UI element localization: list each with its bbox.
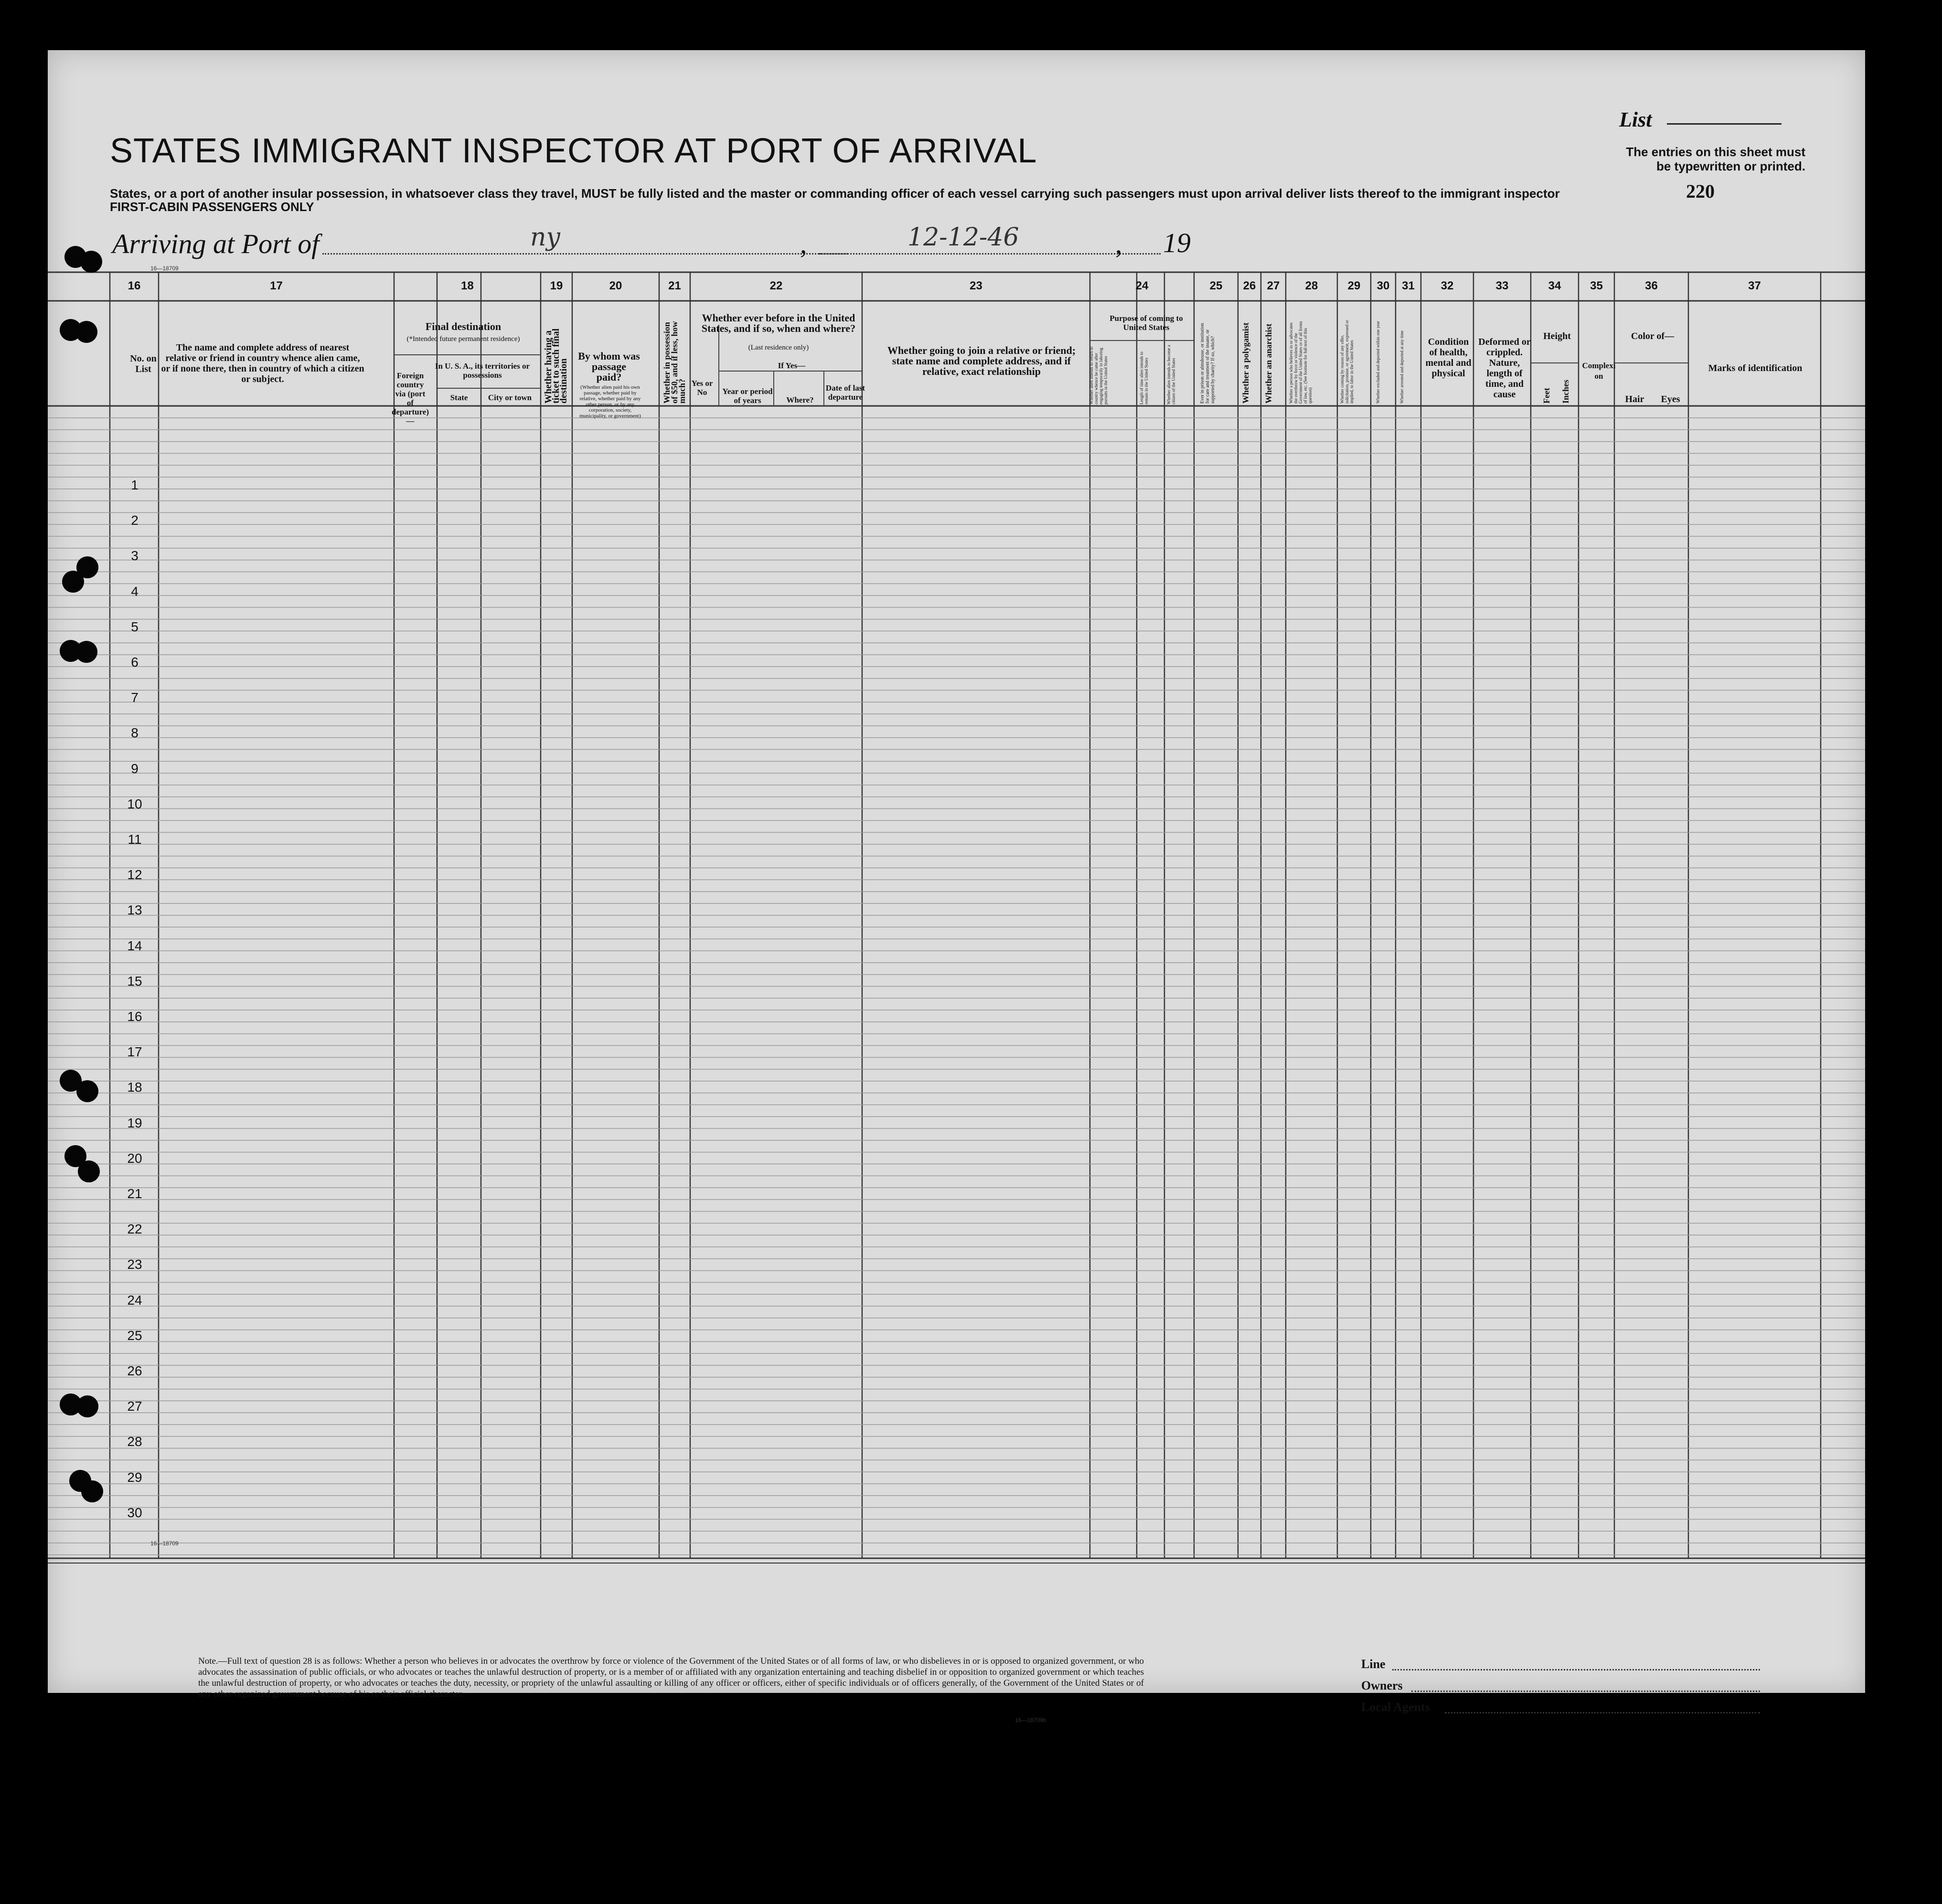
column-number: 25 [1209,279,1223,292]
col37-header: Marks of identification [1708,363,1803,373]
col28-header: Whether a person who believes in or advocates the overthrow by force or violence of the Government of the United States or of all forms of law, etc. (See footnote for full text of this question) [1289,321,1312,404]
column-number: 28 [1305,279,1318,292]
col34-feet: Feet [1542,388,1551,404]
column-number: 35 [1590,279,1603,292]
row-number: 27 [127,1399,142,1414]
col16-header: No. on List [130,353,157,374]
col36-eyes: Eyes [1661,394,1680,404]
passenger-class: FIRST-CABIN PASSENGERS ONLY [110,200,314,214]
sheet-number: 220 [1686,181,1715,202]
row-number: 19 [127,1115,142,1130]
col18-foreign: Foreign country via (port of departure)— [392,371,429,425]
row-number: 11 [128,832,142,847]
row-number: 17 [127,1044,142,1060]
column-number: 27 [1267,279,1280,292]
form-instruction: States, or a port of another insular possession, in whatsoever class they travel, MUST be fully listed and the master or commanding officer of each vessel carrying such passengers must upon arrival deliver lists thereof to the immigrant inspector [110,186,1560,201]
row-number: 7 [131,690,139,705]
col24-a: Whether alien intends to return to country whence he came after engaging temporarily in laboring pursuits in the United States [1089,346,1108,404]
form-title: STATES IMMIGRANT INSPECTOR AT PORT OF ARRIVAL [110,132,1037,170]
line-label: Line [1361,1657,1386,1671]
column-number: 34 [1548,279,1561,292]
col18-usa: In U. S. A., its territories or possessions [435,362,530,380]
col20-title: By whom was passage paid? [578,350,640,383]
punch-hole [62,571,84,593]
row-number: 24 [127,1292,142,1308]
row-number: 10 [127,796,142,811]
row-number: 30 [127,1505,142,1520]
comma-1: , [800,228,807,259]
line-field [1392,1669,1760,1670]
column-number: 17 [270,279,283,292]
table-grid [48,50,1865,1693]
row-number: 29 [127,1469,142,1485]
column-number: 31 [1402,279,1415,292]
row-number: 18 [127,1080,142,1095]
col18-state: State [450,393,468,402]
row-number: 23 [127,1257,142,1272]
column-number: 33 [1495,279,1509,292]
row-number: 8 [131,725,139,741]
port-handwritten: ny [530,223,560,252]
column-number: 21 [668,279,681,292]
col21-header: Whether in possession of $50, and if less, how much? [662,321,687,404]
column-number: 30 [1376,279,1390,292]
comma-2: , [1115,228,1122,259]
col36-title: Color of— [1631,331,1675,341]
column-number: 29 [1347,279,1361,292]
punch-hole [76,1395,98,1417]
col34-title: Height [1543,331,1571,341]
column-number: 22 [769,279,783,292]
col19-header: Whether having a ticket to such final destination [543,328,569,404]
entries-note-line-2: be typewritten or printed. [1656,159,1805,173]
col30-header: Whether excluded and deported within one year [1376,321,1380,404]
col18-note: (*Intended future permanent residence) [406,335,520,343]
row-number: 3 [131,548,139,564]
row-number: 20 [127,1150,142,1166]
col32-header: Condition of health, mental and physical [1425,337,1472,379]
row-number: 2 [131,513,139,528]
column-number: 20 [609,279,622,292]
column-number: 16 [128,279,141,292]
punch-hole [75,641,97,663]
col24-c: Whether alien intends to become a citizen of the United States [1166,345,1176,404]
column-number: 18 [461,279,474,292]
col31-header: Whether arrested and deported at any time [1399,330,1404,404]
row-number: 4 [131,584,139,599]
col24-title: Purpose of coming to United States [1110,314,1183,332]
column-number: 23 [970,279,982,292]
row-number: 5 [131,619,139,634]
col29-header: Whether coming by reason of any offer, solicitation, promise, or agreement, expressed or implied, to labor in the United States [1340,320,1354,404]
row-number: 28 [127,1434,142,1449]
col22-period: Year or period of years [722,387,773,405]
col22-date: Date of last departure [825,383,865,402]
col27-header: Whether an anarchist [1264,323,1273,404]
column-number: 24 [1135,279,1149,292]
local-agents-field [1445,1712,1760,1713]
col22-where: Where? [786,395,814,404]
row-number: 6 [131,655,139,670]
col18-title: Final destination [425,320,502,332]
col22-title: Whether ever before in the United States, and if so, when and where? [701,312,856,334]
row-number: 15 [127,973,142,989]
entries-note-line-1: The entries on this sheet must [1626,145,1805,159]
manifest-sheet [48,50,1865,1723]
column-number: 32 [1440,279,1454,292]
owners-field [1411,1691,1760,1692]
year-prefix: 19 [1163,227,1191,258]
punch-hole [78,1160,100,1182]
col36-hair: Hair [1625,394,1644,404]
col22-ifyes: If Yes— [778,361,806,370]
col33-header: Deformed or crippled. Nature, length of time, and cause [1478,337,1531,400]
col34-inches: Inches [1561,379,1570,404]
row-number: 12 [127,867,142,883]
row-number: 13 [127,903,142,918]
col35-header: Complexion [1582,361,1616,381]
col24-b: Length of time alien intends to remain in the United States [1139,351,1149,404]
form-code-top: 16—18709 [150,265,179,272]
col20-note: (Whether alien paid his own passage, whether paid by relative, whether paid by any other person, or by any corporation, society, municipality, or government) [579,384,641,419]
row-number: 22 [127,1222,142,1237]
owners-label: Owners [1361,1679,1403,1692]
local-agents-label: Local Agents [1361,1700,1430,1714]
footnote-question-28: Note.—Full text of question 28 is as follows: Whether a person who believes in or advocates the overthrow by force or violence of the Government of the United States or of all forms of law, or who disbelieves in or is opposed to organized government, or who advocates the assassination of public officials, or who advocates or teaches the unlawful destruction of property, or is a member of or affiliated with any organization entertaining and teaching disbelief in or opposition to organized government or which teaches the unlawful destruction of property, or who advocates or teaches the duty, necessity, or propriety of the unlawful assaulting or killing of any officer or officers, either of specific individuals or of officers generally, of the Government of the United States or of any other organized government because of his or their official character. [198,1656,1144,1699]
punch-hole [75,321,97,343]
col26-header: Whether a polygamist [1241,322,1250,404]
column-number: 26 [1243,279,1256,292]
form-code-bottom-left: 16—18709 [150,1540,179,1547]
col23-header: Whether going to join a relative or friend; state name and complete address, and if relative, exact relationship [887,344,1076,377]
punch-hole [80,251,102,273]
list-label: List [1619,108,1652,131]
row-number: 26 [127,1363,142,1378]
row-number: 25 [127,1328,142,1343]
punch-hole [76,1080,98,1102]
arriving-label: Arriving at Port of [112,228,320,259]
col17-header: The name and complete address of nearest relative or friend in country whence alien came, or if none there, then in country of which a citizen or subject. [161,342,364,384]
row-number: 9 [131,761,139,776]
col25-header: Ever in prison or almshouse, or institution for care and treatment of the insane, or supported by charity? If so, which? [1200,323,1216,404]
date-handwritten: 12-12-46 [907,223,1019,252]
col22-note: (Last residence only) [748,344,809,351]
row-number: 16 [127,1009,142,1024]
row-number: 1 [131,478,139,492]
punch-hole [81,1480,103,1502]
col18-city: City or town [488,393,532,402]
column-number: 37 [1748,279,1761,292]
form-code-note: 16—18709b [1015,1717,1046,1723]
row-number: 21 [127,1186,142,1201]
row-number: 14 [127,938,142,953]
column-number: 36 [1645,279,1658,292]
col22-yesno: Yes or No [691,379,713,397]
column-number: 19 [550,279,563,292]
